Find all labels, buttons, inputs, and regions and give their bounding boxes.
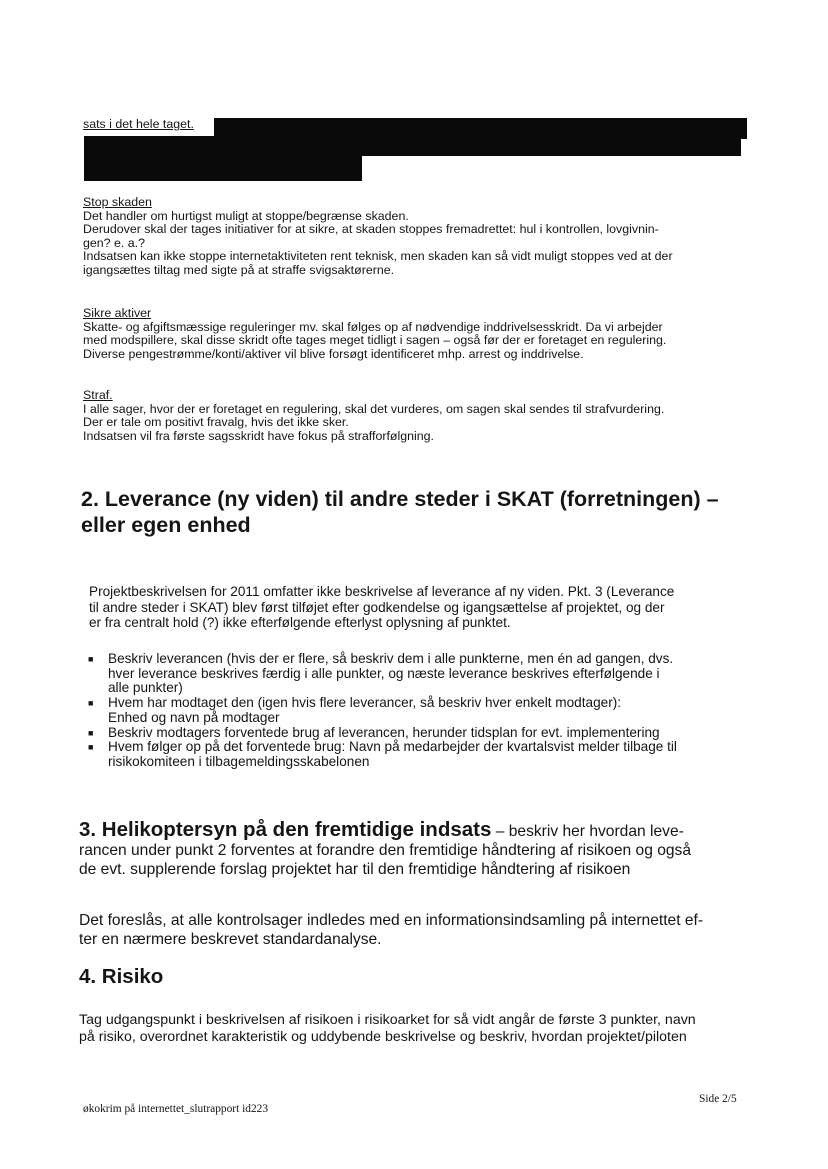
bullet-icon: ■ <box>88 727 94 738</box>
assets-line: Diverse pengestrømme/konti/aktiver vil blive forsøgt identificeret mhp. arrest og inddrivelse. <box>83 346 584 361</box>
paragraph-line: ter en nærmere beskrevet standardanalyse. <box>79 931 382 948</box>
section-3-heading <box>79 820 749 879</box>
assets-heading: Sikre aktiver <box>83 306 152 320</box>
penalty-section <box>83 389 753 443</box>
section-3-line: rancen under punkt 2 forventes at forandre den fremtidige håndtering af risikoen og også <box>79 842 692 859</box>
section-2-bullets <box>83 652 753 770</box>
bullet-icon: ■ <box>88 654 94 664</box>
stop-line: Indsatsen kan ikke stoppe internetaktiviteten rent teknisk, men skaden kan så vidt muligt stoppes ved at der <box>83 249 673 264</box>
list-item <box>83 740 753 769</box>
section-3-title-tail: – beskriv her hvordan leve- <box>491 823 684 840</box>
stop-heading: Stop skaden <box>83 195 152 209</box>
assets-line: Skatte- og afgiftsmæssige reguleringer mv. skal følges op af nødvendige inddrivelsesskridt. Da vi arbejder <box>83 319 663 334</box>
paragraph-line: er fra centralt hold (?) ikke efterfølgende efterlyst oplysning af punktet. <box>89 615 511 631</box>
section-4-heading <box>79 965 749 989</box>
list-item <box>83 726 753 741</box>
bullet-line: Beskriv modtagers forventede brug af leverancen, herunder tidsplan for evt. implementering <box>108 724 660 740</box>
bullet-line: risikokomiteen i tilbagemeldingsskabelonen <box>108 753 370 769</box>
paragraph-line: Tag udgangspunkt i beskrivelsen af risikoen i risikoarket for så vidt angår de første 3 punkter, navn <box>79 1012 696 1028</box>
stop-line: Derudover skal der tages initiativer for at sikre, at skaden stoppes fremadrettet: hul i kontrollen, lovgivnin- <box>83 222 659 237</box>
stop-section <box>83 196 753 278</box>
stop-line: igangsættes tiltag med sigte på at straffe svigsaktørerne. <box>83 262 395 277</box>
section-3-title: 3. Helikoptersyn på den fremtidige indsats <box>79 818 492 841</box>
bullet-line: alle punkter) <box>108 680 183 696</box>
page-number: Side 2/5 <box>699 1093 737 1105</box>
bullet-icon: ■ <box>88 742 94 753</box>
footer-filename: økokrim på internettet_slutrapport id223 <box>83 1103 269 1115</box>
section-2-heading <box>81 486 751 538</box>
paragraph-line: på risiko, overordnet karakteristik og uddybende beskrivelse og beskriv, hvordan projektet/piloten <box>79 1029 687 1045</box>
section-4-title: 4. Risiko <box>79 965 164 988</box>
section-3-paragraph <box>79 911 749 949</box>
paragraph-line: Projektbeskrivelsen for 2011 omfatter ikke beskrivelse af leverance af ny viden. Pkt. 3 (Leverance <box>89 584 675 599</box>
intro-text: sats i det hele taget. <box>83 117 194 131</box>
bullet-line: Hvem har modtaget den (igen hvis flere leverancer, så beskriv hver enkelt modtager): <box>108 695 622 711</box>
penalty-line: Indsatsen vil fra første sagsskridt have fokus på strafforfølgning. <box>83 428 434 443</box>
bullet-icon: ■ <box>88 698 94 709</box>
section-4-paragraph <box>79 1012 749 1046</box>
list-item <box>83 652 753 696</box>
paragraph-line: Det foreslås, at alle kontrolsager indledes med en informationsindsamling på internettet ef- <box>79 912 704 929</box>
section-2-paragraph <box>89 584 759 631</box>
bullet-line: Hvem følger op på det forventede brug: Navn på medarbejder der kvartalsvist melder tilbage til <box>108 739 677 755</box>
assets-section <box>83 307 753 361</box>
penalty-line: I alle sager, hvor der er foretaget en regulering, skal det vurderes, om sagen skal sendes til strafvurdering. <box>83 401 665 416</box>
section-3-line: de evt. supplerende forslag projektet har til den fremtidige håndtering af risikoen <box>79 861 631 878</box>
stop-line: Det handler om hurtigst muligt at stoppe/begrænse skaden. <box>83 208 409 223</box>
penalty-line: Der er tale om positivt fravalg, hvis det ikke sker. <box>83 415 349 430</box>
bullet-line: Beskriv leverancen (hvis der er flere, så beskriv dem i alle punkterne, men én ad gangen, dvs. <box>108 651 674 666</box>
bullet-line: hver leverance beskrives færdig i alle punkter, og næste leverance beskrives efterfølgende i <box>108 665 660 681</box>
list-item <box>83 696 753 725</box>
penalty-heading: Straf. <box>83 388 113 402</box>
paragraph-line: til andre steder i SKAT) blev først tilføjet efter godkendelse og igangsættelse af projektet, og der <box>89 599 665 615</box>
bullet-line: Enhed og navn på modtager <box>108 709 280 725</box>
section-heading-line: eller egen enhed <box>81 513 251 537</box>
stop-line: gen? e. a.? <box>83 235 146 250</box>
redaction-bar <box>84 153 362 181</box>
section-heading-line: 2. Leverance (ny viden) til andre steder i SKAT (forretningen) – <box>81 487 719 511</box>
assets-line: med modspillere, skal disse skridt ofte tages meget tidligt i sagen – også før der er foretaget en regulering. <box>83 333 667 348</box>
